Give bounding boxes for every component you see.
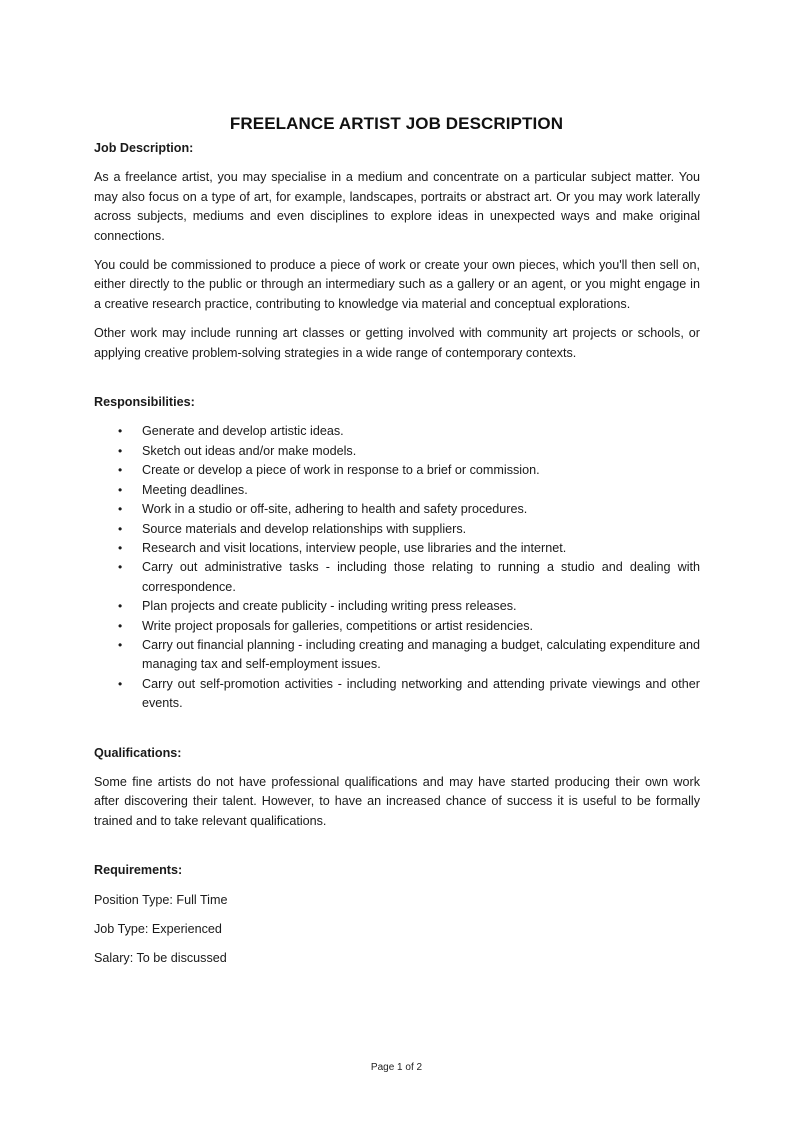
bullet-icon: • (118, 482, 123, 497)
qualifications-heading: Qualifications: (94, 745, 182, 760)
job-description-heading: Job Description: (94, 141, 194, 155)
list-item-text: Research and visit locations, interview people, use libraries and the internet. (142, 540, 567, 555)
list-item-text: Generate and develop artistic ideas. (142, 424, 344, 439)
list-item (94, 422, 700, 441)
requirements-heading: Requirements: (94, 863, 183, 878)
list-item (94, 675, 700, 714)
bullet-icon: • (118, 521, 123, 536)
requirement-position-type: Position Type: Full Time (94, 892, 228, 907)
bullet-icon: • (118, 463, 123, 478)
bullet-icon: • (118, 560, 123, 575)
job-description-paragraph-2: You could be commissioned to produce a piece of work or create your own pieces, which you'll then sell on, either directly to the public or through an intermediary such as a gallery or an agent, or you might engage in a creative research practice, contributing to knowledge via material and conceptual explorations. (94, 258, 700, 311)
list-item (94, 636, 700, 675)
list-item (94, 442, 700, 461)
requirement-job-type: Job Type: Experienced (94, 922, 222, 936)
list-item (94, 558, 700, 597)
bullet-icon: • (118, 502, 123, 517)
bullet-icon: • (118, 637, 123, 652)
bullet-icon: • (118, 540, 123, 555)
list-item (94, 481, 700, 500)
requirement-salary: Salary: To be discussed (94, 951, 227, 966)
list-item-text: Plan projects and create publicity - including writing press releases. (142, 599, 517, 614)
responsibilities-heading: Responsibilities: (94, 395, 195, 410)
list-item (94, 461, 700, 480)
list-item (94, 539, 700, 558)
list-item-text: Sketch out ideas and/or make models. (142, 443, 357, 458)
bullet-icon: • (118, 443, 123, 458)
list-item (94, 617, 700, 636)
job-description-paragraph-3: Other work may include running art classes or getting involved with community art projects or schools, or applying creative problem-solving strategies in a wide range of contemporary contexts. (94, 326, 700, 360)
document-title: FREELANCE ARTIST JOB DESCRIPTION (229, 114, 564, 133)
list-item-text: Carry out administrative tasks - including those relating to running a studio and dealing with correspondence. (142, 560, 700, 594)
list-item (94, 500, 700, 519)
list-item (94, 520, 700, 539)
document-body (94, 139, 700, 969)
qualifications-paragraph: Some fine artists do not have professional qualifications and may have started producing their own work after discovering their talent. However, to have an increased chance of success it is useful to be formally trained and to take relevant qualifications. (94, 774, 700, 828)
page-number: Page 1 of 2 (370, 1062, 423, 1073)
bullet-icon: • (118, 676, 123, 691)
list-item-text: Carry out financial planning - including creating and managing a budget, calculating expenditure and managing tax and self-employment issues. (142, 637, 700, 672)
bullet-icon: • (118, 424, 123, 439)
list-item-text: Write project proposals for galleries, competitions or artist residencies. (142, 618, 534, 633)
list-item-text: Meeting deadlines. (142, 482, 248, 497)
list-item-text: Create or develop a piece of work in response to a brief or commission. (142, 463, 540, 478)
bullet-icon: • (118, 599, 123, 614)
bullet-icon: • (118, 618, 123, 633)
responsibilities-list (94, 422, 700, 713)
job-description-paragraph-1: As a freelance artist, you may specialise in a medium and concentrate on a particular subject matter. You may also focus on a type of art, for example, landscapes, portraits or abstract art. Or you may work laterally across subjects, mediums and even disciplines to explore ideas in unexpected ways and make original connections. (94, 170, 700, 243)
list-item-text: Work in a studio or off-site, adhering to health and safety procedures. (142, 502, 528, 517)
list-item (94, 597, 700, 616)
list-item-text: Source materials and develop relationships with suppliers. (142, 521, 467, 536)
list-item-text: Carry out self-promotion activities - including networking and attending private viewings and other events. (142, 676, 700, 711)
